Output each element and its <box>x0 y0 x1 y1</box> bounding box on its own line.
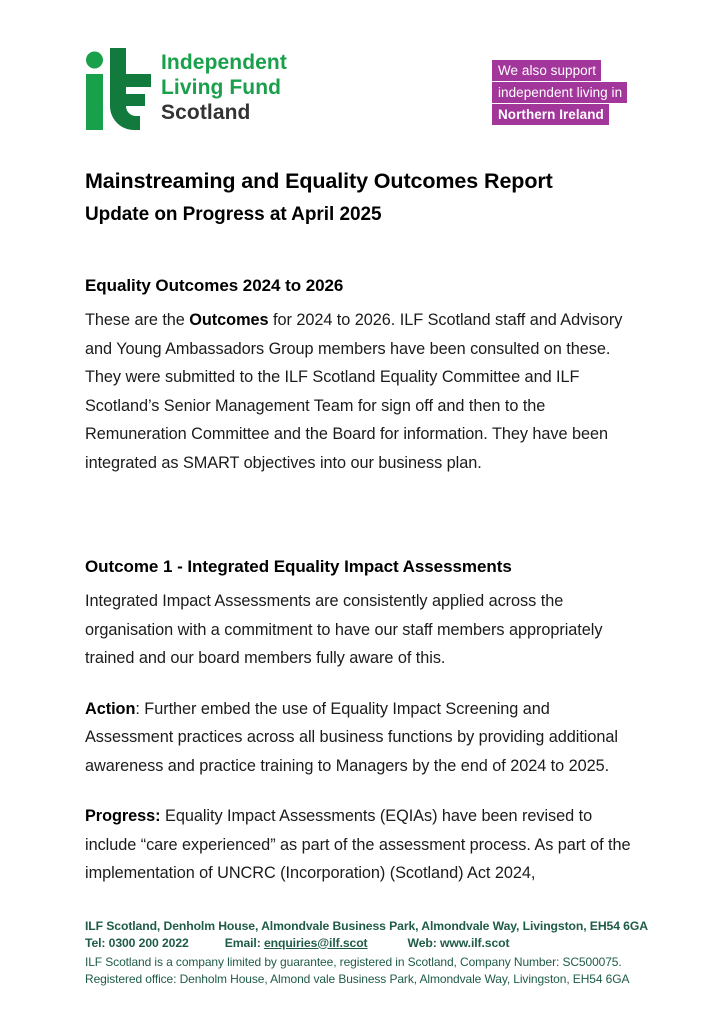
ni-badge-line3: Northern Ireland <box>492 104 609 125</box>
footer-legal-line-1: ILF Scotland is a company limited by guarantee, registered in Scotland, Company Number: SC500075. <box>85 955 622 969</box>
footer-web-value: www.ilf.scot <box>439 935 510 950</box>
ilf-scotland-logo <box>85 48 287 130</box>
document-body <box>85 165 641 888</box>
footer-web-label: Web: <box>407 935 437 950</box>
paragraph-outcome-1-intro: Integrated Impact Assessments are consistently applied across the organisation with a commitment to have our staff members appropriately trained and our board members fully aware of this. <box>85 592 603 667</box>
paragraph-outcome-1-action <box>85 695 641 781</box>
ilf-logo-icon <box>85 48 151 130</box>
paragraph-outcomes-intro <box>85 306 641 477</box>
page-footer <box>85 918 648 987</box>
paragraph-outcome-1-progress <box>85 802 641 888</box>
section-equality-outcomes <box>85 274 641 477</box>
footer-web-group <box>408 935 510 952</box>
paragraph-text-bold: Outcomes <box>189 311 269 329</box>
footer-address: ILF Scotland, Denholm House, Almondvale Business Park, Almondvale Way, Livingston, EH54 6GA <box>85 919 648 933</box>
page-header <box>0 0 717 140</box>
paragraph-text-post: for 2024 to 2026. ILF Scotland staff and Advisory and Young Ambassadors Group members have been consulted on these. They were submitted to the ILF Scotland Equality Committee and ILF Scotland’s Senior Management Team for sign off and then to the Remuneration Committee and the Board for information. They have been integrated as SMART objectives into our business plan. <box>85 311 623 472</box>
section-heading-outcome-1: Outcome 1 - Integrated Equality Impact Assessments <box>85 557 512 576</box>
ni-badge-line2: independent living in <box>492 82 627 103</box>
footer-contact-row <box>85 935 645 952</box>
section-outcome-1 <box>85 555 641 888</box>
logo-line-independent: Independent <box>161 51 287 74</box>
paragraph-text-pre: These are the <box>85 311 190 329</box>
progress-label: Progress: <box>85 807 161 825</box>
ni-badge-line1: We also support <box>492 60 601 81</box>
action-text: : Further embed the use of Equality Impact Screening and Assessment practices across all business functions by providing additional awareness and practice training to Managers by the end of 2024 to 2025. <box>85 699 618 775</box>
logo-line-living-fund: Living Fund <box>161 76 282 99</box>
footer-legal-line-2: Registered office: Denholm House, Almond vale Business Park, Almondvale Way, Livingston, EH54 6GA <box>85 971 630 986</box>
document-subtitle: Update on Progress at April 2025 <box>85 204 382 225</box>
footer-email-group <box>225 935 368 952</box>
footer-email-label: Email: <box>224 935 261 950</box>
logo-wordmark <box>161 48 287 125</box>
document-title: Mainstreaming and Equality Outcomes Report <box>85 169 553 193</box>
section-heading-equality-outcomes: Equality Outcomes 2024 to 2026 <box>85 276 344 295</box>
logo-line-scotland: Scotland <box>161 101 251 124</box>
footer-email-link[interactable]: enquiries@ilf.scot <box>263 935 368 950</box>
action-label: Action <box>85 699 136 718</box>
footer-telephone: Tel: 0300 200 2022 <box>85 935 189 950</box>
northern-ireland-badge <box>492 60 627 125</box>
progress-text: Equality Impact Assessments (EQIAs) have been revised to include “care experienced” as part of the assessment process. As part of the implementation of UNCRC (Incorporation) (Scotland) Act 2024, <box>85 807 631 882</box>
